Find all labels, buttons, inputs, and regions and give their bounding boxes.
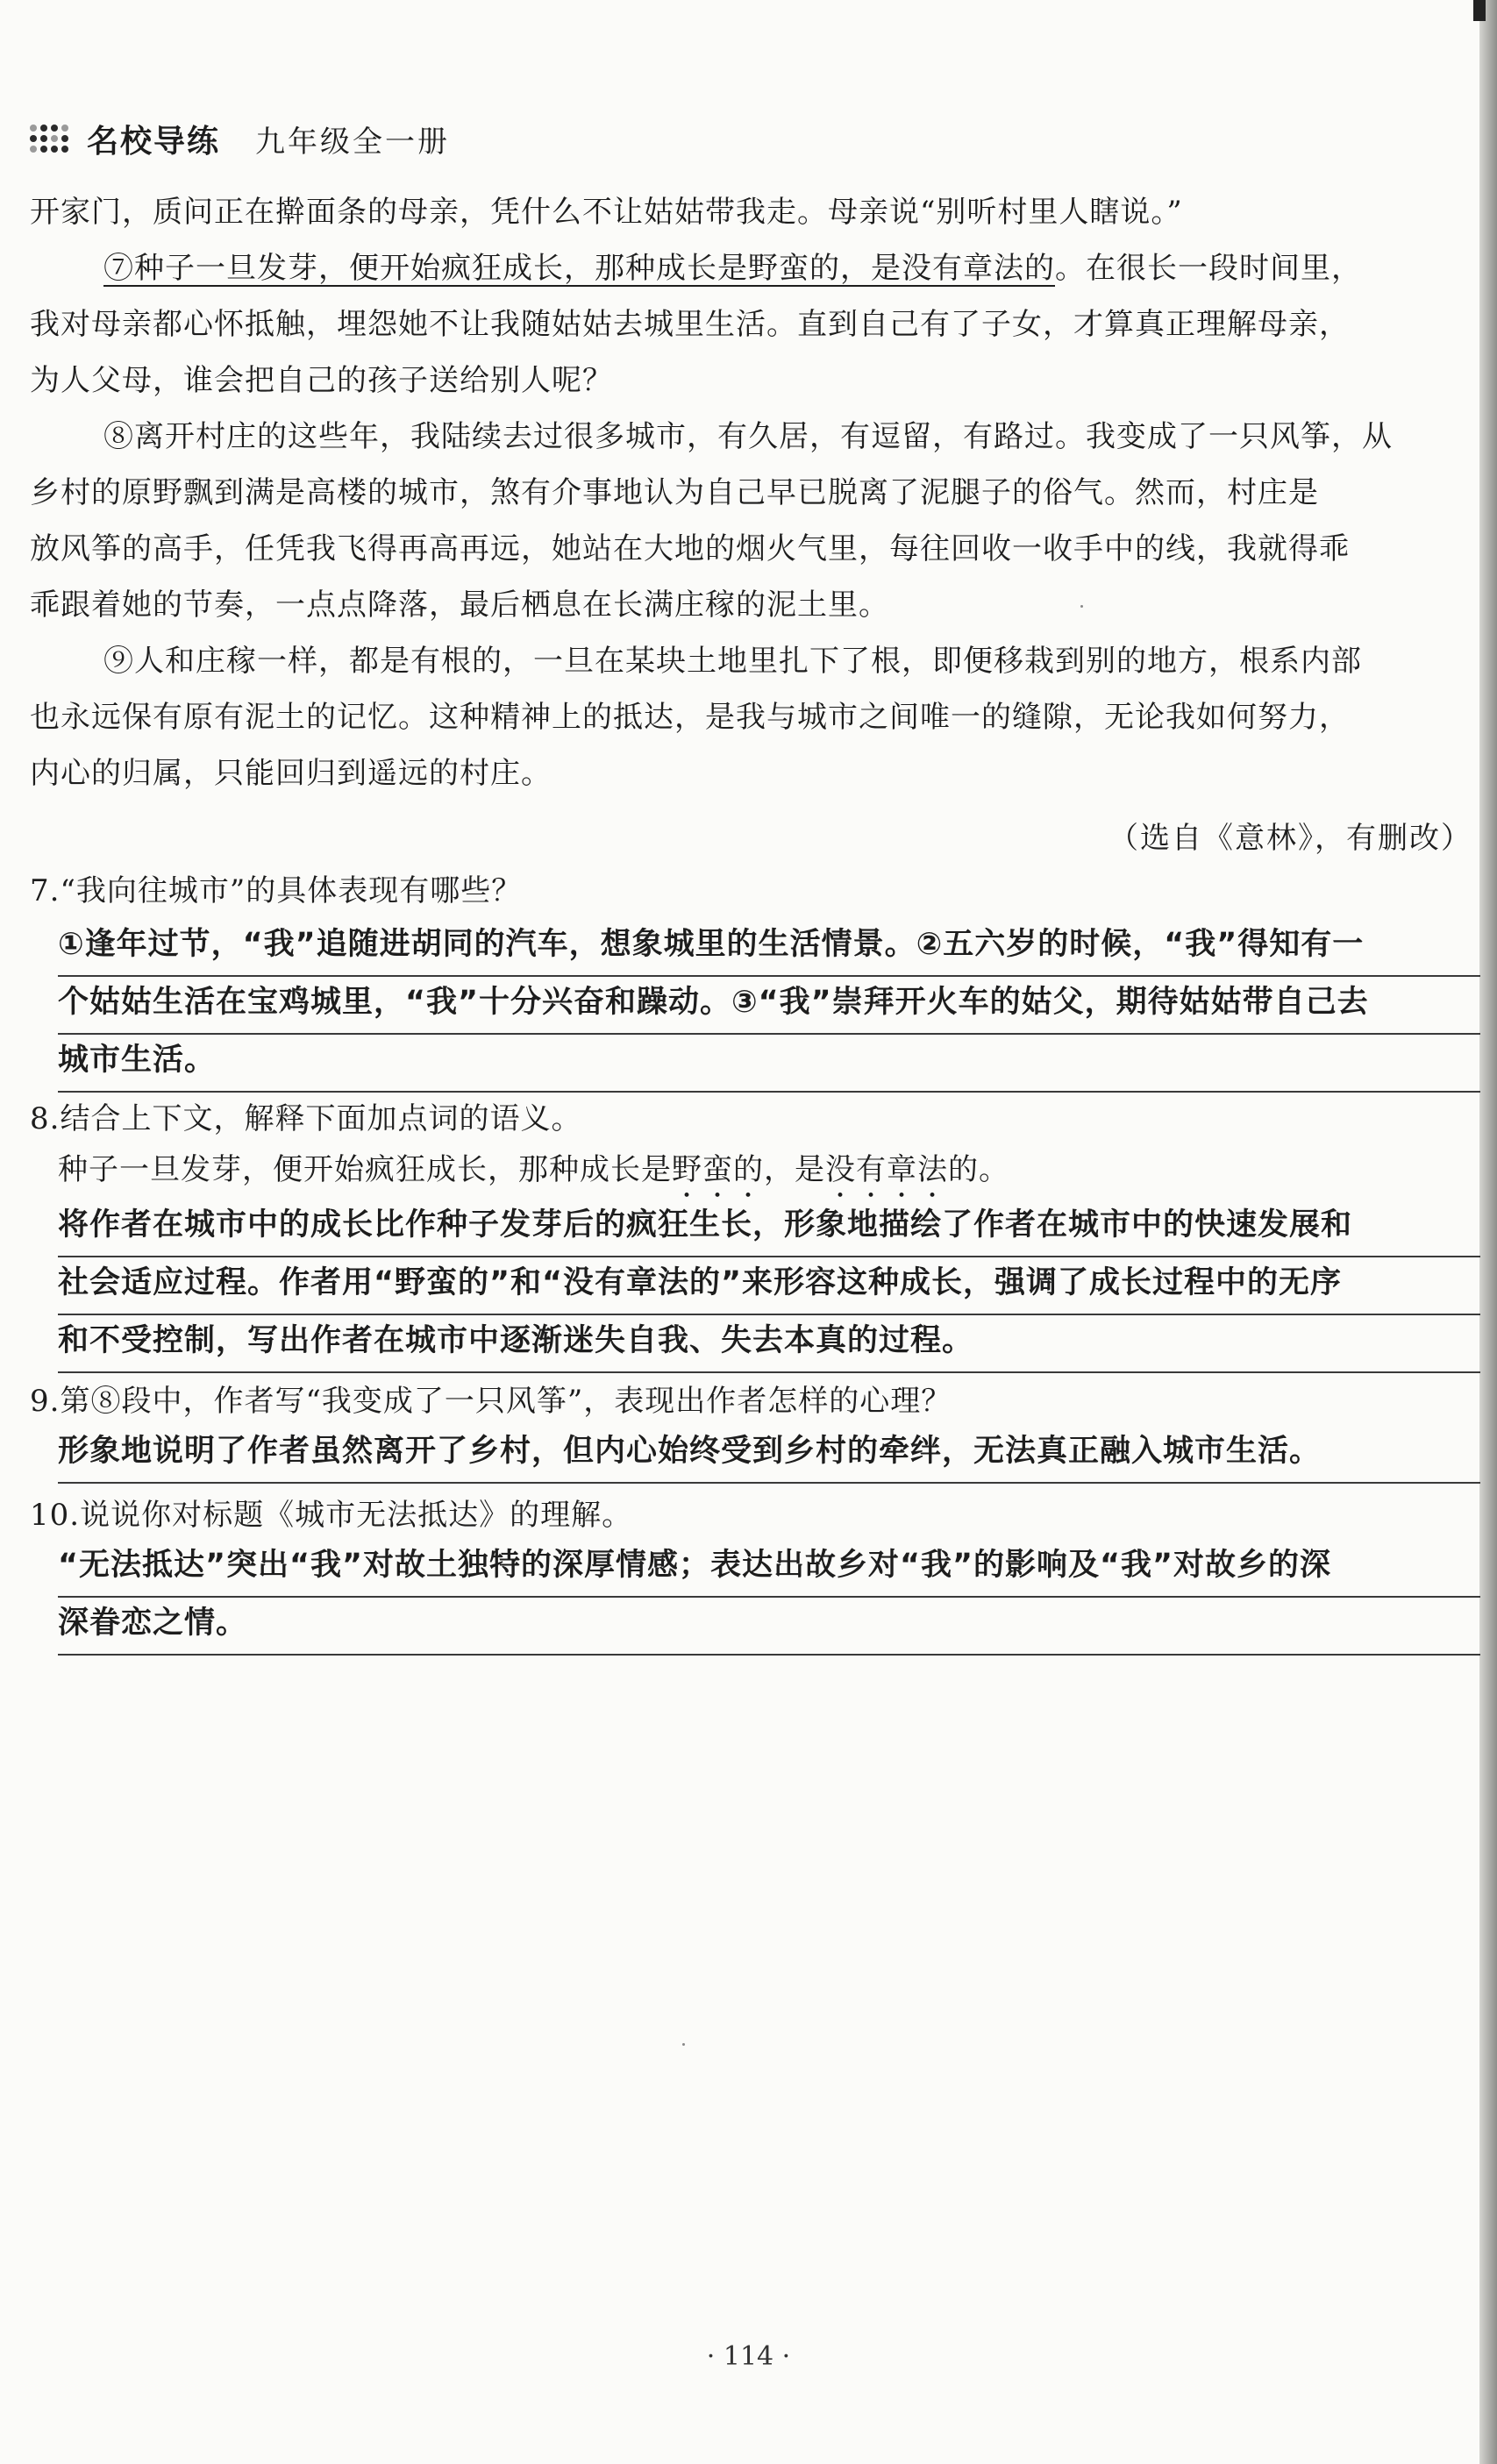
answer-line: 深眷恋之情。 [58,1598,1480,1656]
answer-line: 和不受控制，写出作者在城市中逐渐迷失自我、失去本真的过程。 [58,1315,1480,1373]
scan-speck [1080,605,1083,608]
quote-text: 的。 [948,1152,1009,1187]
dots-logo-icon [30,125,69,153]
paragraph-9: ⑨人和庄稼一样，都是有根的，一旦在某块土地里扎下了根，即便移栽到别的地方，根系内部 [103,644,1362,679]
passage-line: 为人父母，谁会把自己的孩子送给别人呢？ [30,363,613,398]
binding-mark [1473,0,1486,21]
passage-line: 也永远保有原有泥土的记忆。这种精神上的抵达，是我与城市之间唯一的缝隙，无论我如何努力， [30,700,1350,735]
reading-passage [30,184,1477,801]
passage-line: 放风筝的高手，任凭我飞得再高再远，她站在大地的烟火气里，每往回收一收手中的线，我就得乖 [30,531,1350,566]
passage-line: 乖跟着她的节奏，一点点降落，最后栖息在长满庄稼的泥土里。 [30,588,889,623]
answer-line: 城市生活。 [58,1035,1480,1093]
question-9: 9.第⑧段中，作者写“我变成了一只风筝”，表现出作者怎样的心理？ [30,1384,952,1419]
page-edge [1479,0,1497,2464]
answer-line: 将作者在城市中的成长比作种子发芽后的疯狂生长，形象地描绘了作者在城市中的快速发展和 [58,1200,1480,1257]
paragraph-8: ⑧离开村庄的这些年，我陆续去过很多城市，有久居，有逗留，有路过。我变成了一只风筝，从 [103,419,1393,454]
passage-line: 我对母亲都心怀抵触，埋怨她不让我随姑姑去城里生活。直到自己有了子女，才算真正理解母亲， [30,307,1350,342]
question-10: 10.说说你对标题《城市无法抵达》的理解。 [30,1498,633,1533]
underlined-sentence: ⑦种子一旦发芽，便开始疯狂成长，那种成长是野蛮的，是没有章法的 [103,251,1055,286]
page-number: · 114 · [706,2341,791,2372]
dotted-word: 没有章法 [825,1152,948,1187]
quote-text: 种子一旦发芽，便开始疯狂成长，那种成长是 [58,1152,672,1187]
source-citation: （选自《意林》，有删改） [1108,821,1472,856]
passage-line: 开家门，质问正在擀面条的母亲，凭什么不让姑姑带我走。母亲说“别听村里人瞎说。” [30,195,1183,230]
answer-10 [58,1540,1480,1656]
grade-label: 九年级全一册 [255,124,451,160]
answer-line: 社会适应过程。作者用“野蛮的”和“没有章法的”来形容这种成长，强调了成长过程中的无序 [58,1257,1480,1315]
passage-text: 。在很长一段时间里， [1055,251,1362,286]
answer-line: 形象地说明了作者虽然离开了乡村，但内心始终受到乡村的牵绊，无法真正融入城市生活。 [58,1426,1480,1484]
answer-line: “无法抵达”突出“我”对故土独特的深厚情感；表达出故乡对“我”的影响及“我”对故乡的深 [58,1540,1480,1598]
question-7: 7.“我向往城市”的具体表现有哪些？ [30,873,523,908]
scan-speck [682,2043,685,2046]
page-header [30,112,450,165]
answer-8 [58,1200,1480,1373]
brand-title: 名校导练 [87,123,221,160]
answer-9 [58,1426,1480,1484]
answer-line: ①逢年过节，“我”追随进胡同的汽车，想象城里的生活情景。②五六岁的时候，“我”得知有一 [58,919,1480,977]
quote-text: ，是 [764,1152,825,1187]
passage-line: 乡村的原野飘到满是高楼的城市，煞有介事地认为自己早已脱离了泥腿子的俗气。然而，村庄是 [30,475,1319,510]
paragraph-7 [30,240,1477,296]
passage-line: 内心的归属，只能回归到遥远的村庄。 [30,756,552,791]
quoted-sentence [58,1145,1009,1205]
dotted-word: 野蛮的 [672,1152,764,1187]
answer-7 [58,919,1480,1093]
question-8: 8.结合上下文，解释下面加点词的语义。 [30,1101,582,1136]
answer-line: 个姑姑生活在宝鸡城里，“我”十分兴奋和躁动。③“我”崇拜开火车的姑父，期待姑姑带自己去 [58,977,1480,1035]
